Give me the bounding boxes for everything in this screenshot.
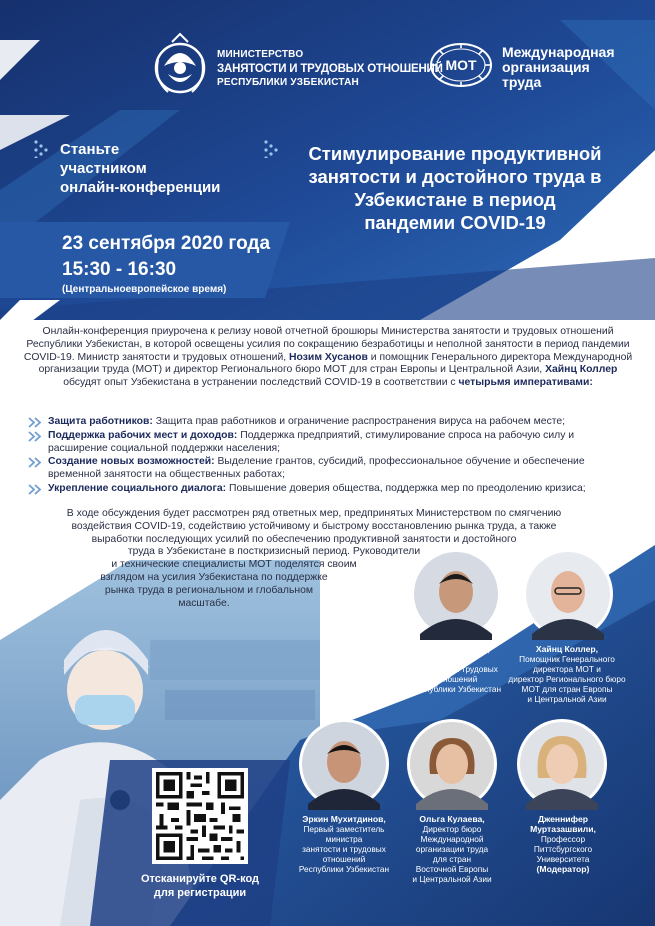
- ilo-logo: [428, 40, 494, 90]
- ministry-logo: [150, 30, 210, 100]
- list-item: [26, 456, 626, 482]
- imperative-text: Выделение грантов, субсидий, профессиональное обучение и обеспечение временной занятости на общественных работах;: [48, 456, 585, 481]
- speaker-role: Университета: [536, 854, 590, 864]
- speaker-role: Республики Узбекистан: [410, 684, 502, 694]
- speaker-role-bold: (Модератор): [536, 864, 590, 874]
- imperative-title: Укрепление социального диалога:: [48, 482, 227, 494]
- speaker-name: Хайнц Коллер,: [535, 644, 599, 654]
- intro-text-1: Онлайн-конференция приурочена к релизу новой отчетной брошюры Министерства занятости и трудовых отношений Республики Узбекистан, в которой освещены усилия по сокращению безработицы и неполной занятости в период пандемии COVID-19. Министр занятости и трудовых отношений,: [23, 326, 630, 363]
- speaker-photo-mukhitdinov: [298, 718, 390, 810]
- qr-label: [120, 872, 280, 900]
- intro-name-1: Нозим Хусанов: [289, 351, 368, 363]
- arrow-right-icon: [28, 457, 42, 468]
- arrow-right-icon: [28, 417, 42, 428]
- ministry-line1: МИНИСТЕРСТВО: [217, 49, 304, 60]
- speaker-photo-khusanov: [410, 548, 502, 640]
- speaker-role: Питтсбургского: [533, 844, 593, 854]
- speaker-role: Профессор: [540, 834, 586, 844]
- speaker-role: Восточной Европы: [415, 864, 489, 874]
- speaker-caption-khusanov: [396, 644, 516, 694]
- discussion-line: воздействия COVID-19, содействию устойчивому и быстрому восстановлению рынка труда, а также: [71, 520, 557, 532]
- title-line4: пандемии COVID-19: [364, 212, 546, 233]
- ilo-line2: организация: [502, 59, 590, 75]
- arrow-right-icon: [28, 484, 42, 495]
- speaker-name: Эркин Мухитдинов,: [302, 814, 386, 824]
- ilo-name: [502, 45, 615, 90]
- chevron-right-icon: [32, 138, 52, 158]
- imperative-title: Защита работников:: [48, 416, 153, 427]
- speaker-role: МОТ для стран Европы: [521, 684, 613, 694]
- event-time: 15:30 - 16:30: [62, 259, 177, 280]
- speaker-role: Международной: [420, 834, 484, 844]
- speaker-role: директора МОТ и: [533, 664, 601, 674]
- event-date: 23 сентября 2020 года: [62, 233, 271, 254]
- cta-block: [60, 140, 220, 197]
- imperative-title: Создание новых возможностей:: [48, 456, 215, 468]
- chevron-right-icon: [262, 138, 282, 158]
- discussion-line: рынка труда в региональном и глобальном: [104, 584, 314, 596]
- cta-line3: онлайн-конференции: [60, 179, 221, 196]
- speaker-role: Министр: [439, 654, 473, 664]
- qr-code-icon[interactable]: [152, 768, 248, 864]
- discussion-line: труда в Узбекистане в посткризисный период. Руководители: [127, 546, 421, 558]
- speaker-role: организации труда: [415, 844, 489, 854]
- imperative-text: Защита прав работников и ограничение распространения вируса на рабочем месте;: [155, 416, 566, 427]
- speaker-role: и Центральной Азии: [527, 694, 607, 704]
- cta-line1: Станьте: [60, 141, 120, 158]
- speaker-role: для стран: [432, 854, 472, 864]
- discussion-line: В ходе обсуждения будет рассмотрен ряд ответных мер, предпринятых Министерством по смягчению: [66, 508, 562, 519]
- ministry-name: [217, 48, 443, 90]
- qr-label-line2: для регистрации: [153, 887, 247, 899]
- imperative-text: Поддержка предприятий, стимулирование спроса на рабочую силу и расширение социальной поддержки населения;: [48, 429, 575, 454]
- speaker-caption-mukhitdinov: [284, 814, 404, 874]
- title-line2: занятости и достойного труда в: [308, 166, 602, 187]
- imperative-title: Поддержка рабочих мест и доходов:: [48, 429, 238, 441]
- discussion-line: взглядом на усилия Узбекистана по поддержке: [100, 571, 328, 583]
- uzbekistan-emblem-icon: [150, 30, 210, 100]
- list-item: [26, 416, 626, 429]
- title-line3: Узбекистане в период: [354, 189, 556, 210]
- speaker-role: министра: [325, 834, 363, 844]
- speaker-photo-koller: [522, 548, 614, 640]
- speaker-name: Дженнифер: [538, 814, 588, 824]
- list-item: [26, 430, 626, 456]
- speaker-caption-kulaeva: [394, 814, 510, 884]
- intro-text-3: обсудят опыт Узбекистана в устранении последствий COVID-19 в соответствии с: [63, 377, 456, 389]
- speaker-role: Первый заместитель: [303, 824, 385, 834]
- discussion-line: выработки последующих усилий по обеспечению продуктивной занятости и достойного: [91, 533, 517, 545]
- ministry-line2: ЗАНЯТОСТИ И ТРУДОВЫХ ОТНОШЕНИЙ: [217, 63, 443, 75]
- intro-paragraph: [22, 326, 634, 390]
- speaker-name: Ольга Кулаева,: [419, 814, 485, 824]
- speaker-role: отношений: [434, 674, 478, 684]
- speaker-photo-kulaeva: [406, 718, 498, 810]
- speaker-role: занятости и трудовых: [302, 844, 386, 854]
- ilo-logo-text: МОТ: [445, 57, 477, 73]
- title-line1: Стимулирование продуктивной: [308, 143, 602, 164]
- ilo-line3: труда: [502, 74, 542, 90]
- list-item: [26, 483, 626, 496]
- imperatives-list: [26, 416, 626, 497]
- speaker-role: занятости и трудовых: [414, 664, 498, 674]
- speaker-name: Муртазашвили,: [530, 824, 596, 834]
- speaker-name: Нозим Хусанов,: [422, 644, 490, 654]
- imperative-text: Повышение доверия общества, поддержка мер по преодолению кризиса;: [229, 482, 586, 494]
- speaker-role: директор Регионального бюро: [508, 674, 626, 684]
- speaker-role: отношений: [322, 854, 366, 864]
- intro-bold-end: четырьмя императивами:: [458, 377, 593, 389]
- speaker-role: и Центральной Азии: [412, 874, 492, 884]
- event-timezone: (Центральноевропейское время): [62, 284, 227, 295]
- discussion-line: и технические специалисты МОТ поделятся своим: [111, 559, 357, 571]
- speaker-role: Помощник Генерального: [519, 654, 615, 664]
- qr-label-line1: Отсканируйте QR-код: [140, 873, 260, 885]
- cta-line2: участником: [60, 160, 147, 177]
- discussion-line: масштабе.: [178, 597, 230, 609]
- intro-name-2: Хайнц Коллер: [545, 364, 618, 376]
- speaker-caption-murtazashvili: [508, 814, 618, 874]
- speaker-caption-koller: [502, 644, 632, 704]
- intro-text-2: и помощник Генерального директора Международной организации труда (МОТ) и директор Регионального бюро МОТ для стран Европы и Центральной Азии,: [38, 351, 633, 376]
- speaker-photo-murtazashvili: [516, 718, 608, 810]
- speaker-role: Директор бюро: [422, 824, 482, 834]
- arrow-right-icon: [28, 431, 42, 442]
- page-title: [280, 142, 630, 234]
- ministry-line3: РЕСПУБЛИКИ УЗБЕКИСТАН: [217, 77, 359, 88]
- ilo-line1: Международная: [502, 44, 615, 60]
- speaker-role: Республики Узбекистан: [298, 864, 390, 874]
